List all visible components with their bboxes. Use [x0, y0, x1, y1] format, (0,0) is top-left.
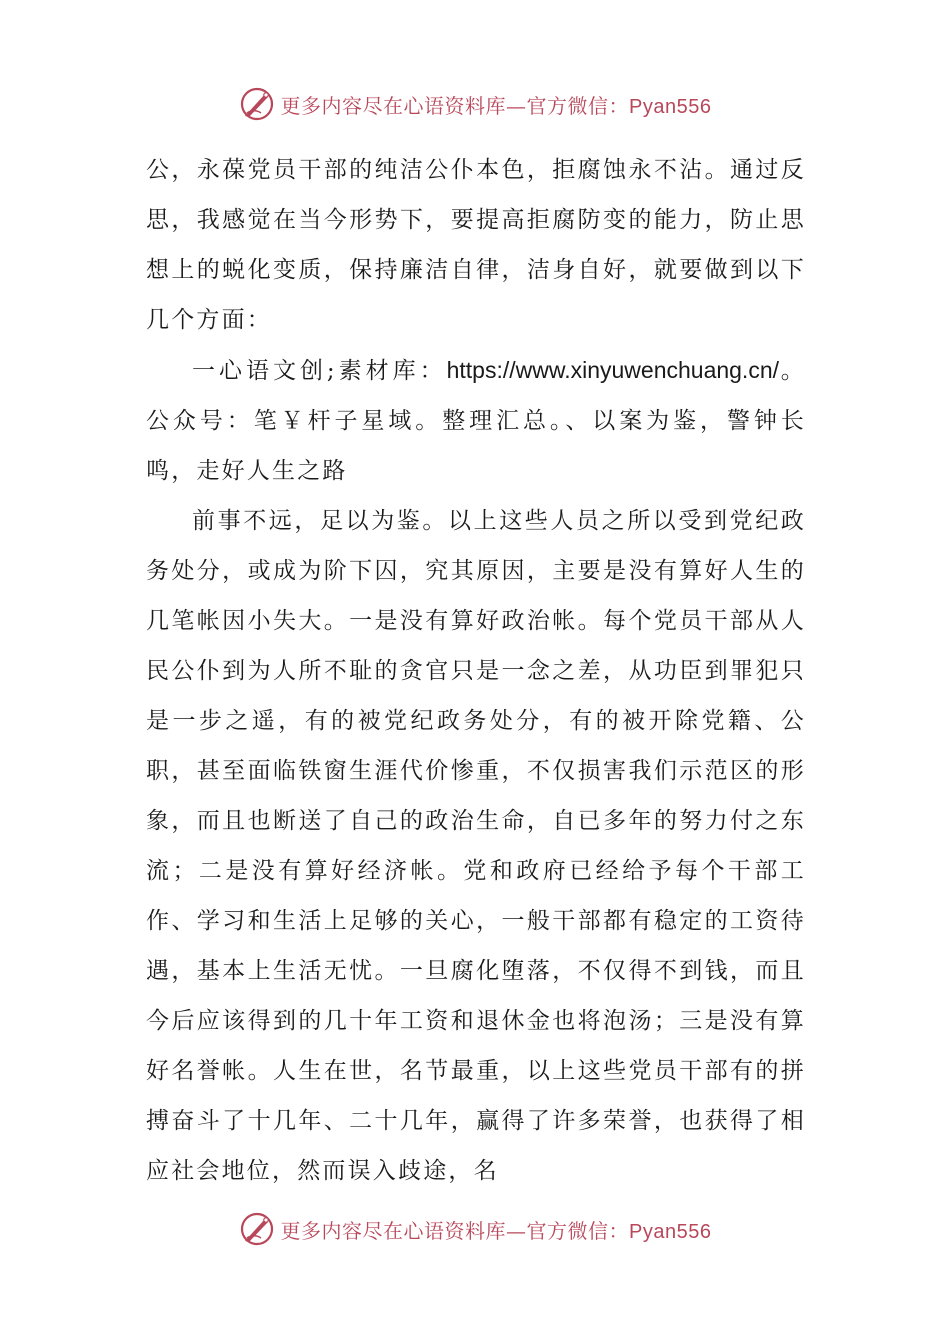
quill-logo-icon	[239, 1211, 275, 1247]
document-body	[146, 145, 806, 1196]
promo-tail-text: 。公众号：笔￥杆子星域。整理汇总。、以案为鉴，警钟长鸣，走好人生之路	[146, 358, 807, 484]
header-wechat-id: Pyan556	[629, 95, 712, 118]
header-banner	[0, 84, 950, 124]
paragraph-main: 前事不远，足以为鉴。以上这些人员之所以受到党纪政务处分，或成为阶下囚，究其原因，主要是没有算好人生的几笔帐因小失大。一是没有算好政治帐。每个党员干部从人民公仆到为人所不耻的贪官只是一念之差，从功臣到罪犯只是一步之遥，有的被党纪政务处分，有的被开除党籍、公职，甚至面临铁窗生涯代价惨重，不仅损害我们示范区的形象，而且也断送了自己的政治生命，自已多年的努力付之东流；二是没有算好经济帐。党和政府已经给予每个干部工作、学习和生活上足够的关心，一般干部都有稳定的工资待遇，基本上生活无忧。一旦腐化堕落，不仅得不到钱，而且今后应该得到的几十年工资和退休金也将泡汤；三是没有算好名誉帐。人生在世，名节最重，以上这些党员干部有的拼搏奋斗了十几年、二十几年，赢得了许多荣誉，也获得了相应社会地位，然而误入歧途，名	[146, 508, 806, 1184]
footer-wechat-id: Pyan556	[629, 1220, 712, 1243]
footer-banner	[0, 1209, 950, 1249]
paragraph-continuation: 公，永葆党员干部的纯洁公仆本色，拒腐蚀永不沾。通过反思，我感觉在当今形势下，要提高拒腐防变的能力，防止思想上的蜕化变质，保持廉洁自律，洁身自好，就要做到以下几个方面：	[146, 157, 806, 333]
promo-lead-text: 一心语文创;素材库：	[192, 358, 447, 384]
quill-logo-icon	[239, 86, 275, 122]
promo-url: https://www.xinyuwenchuang.cn/	[446, 357, 780, 383]
header-banner-text: 更多内容尽在心语资料库—官方微信：Pyan556	[280, 93, 712, 118]
paragraph-section-heading	[146, 345, 806, 496]
footer-banner-text: 更多内容尽在心语资料库—官方微信：Pyan556	[280, 1218, 712, 1243]
